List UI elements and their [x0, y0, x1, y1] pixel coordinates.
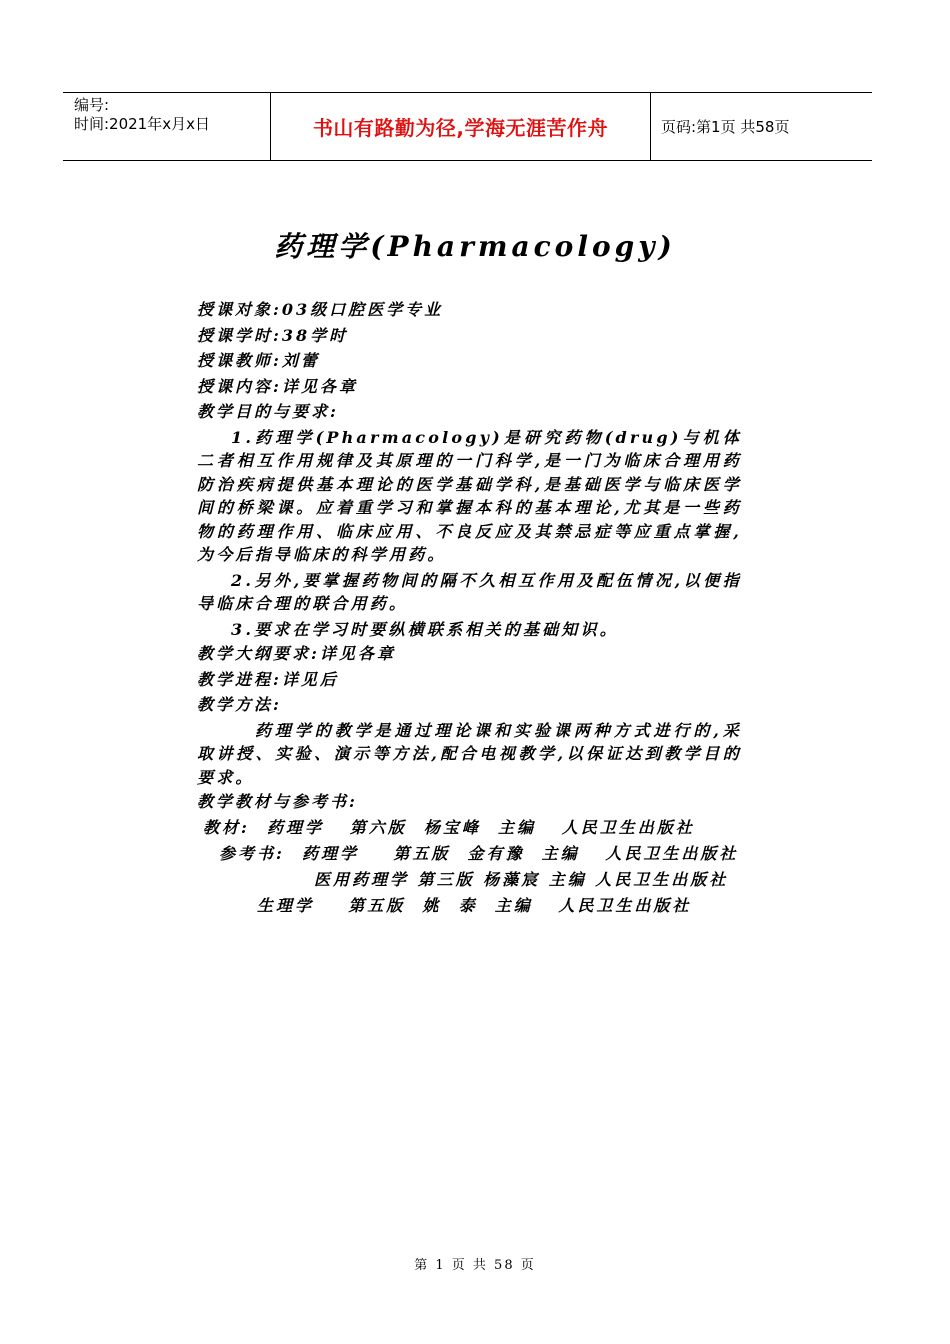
- page-info: 页码:第1页 共58页: [661, 118, 790, 136]
- header-meta: [63, 93, 270, 160]
- reference-book-2: 医用药理学 第三版 杨藻宸 主编 人民卫生出版社: [314, 869, 729, 889]
- teacher-line: 授课教师:刘蕾: [197, 351, 320, 370]
- page-header: [63, 92, 872, 161]
- goal-paragraph-3: 3.要求在学习时要纵横联系相关的基础知识。: [231, 619, 619, 639]
- header-motto-cell: [270, 93, 651, 160]
- reference-book-1: 参考书: 药理学 第五版 金有豫 主编 人民卫生出版社: [219, 843, 739, 863]
- page-footer: 第 1 页 共 58 页: [414, 1258, 536, 1273]
- header-page-info: [651, 93, 872, 160]
- number-label: 编号:: [74, 96, 110, 114]
- content-line: 授课内容:详见各章: [197, 376, 358, 396]
- textbook-line: 教材: 药理学 第六版 杨宝峰 主编 人民卫生出版社: [203, 817, 695, 837]
- progress-line: 教学进程:详见后: [197, 669, 339, 689]
- method-heading: 教学方法:: [197, 695, 282, 714]
- hours-line: 授课学时:38学时: [197, 325, 349, 345]
- outline-line: 教学大纲要求:详见各章: [197, 644, 396, 663]
- time-label: 时间:2021年x月x日: [74, 115, 210, 133]
- reference-book-3: 生理学 第五版 姚 泰 主编 人民卫生出版社: [257, 895, 692, 915]
- document-body: [197, 297, 742, 919]
- document-title: 药理学(Pharmacology): [274, 230, 676, 263]
- goals-heading: 教学目的与要求:: [197, 402, 339, 421]
- goal-paragraph-1: 1.药理学(Pharmacology)是研究药物(drug)与机体二者相互作用规律及其原理的一门科学,是一门为临床合理用药防治疾病提供基本理论的医学基础学科,是基础医学与临床医学间的桥梁课。应着重学习和掌握本科的基本理论,尤其是一些药物的药理作用、临床应用、不良反应及其禁忌症等应重点掌握,为今后指导临床的科学用药。: [197, 427, 742, 564]
- audience-line: 授课对象:03级口腔医学专业: [197, 300, 444, 319]
- goal-paragraph-2: 2.另外,要掌握药物间的隔不久相互作用及配伍情况,以便指导临床合理的联合用药。: [197, 570, 742, 613]
- motto: 书山有路勤为径,学海无涯苦作舟: [312, 116, 609, 140]
- method-paragraph: 药理学的教学是通过理论课和实验课两种方式进行的,采取讲授、实验、演示等方法,配合电视教学,以保证达到教学目的要求。: [197, 720, 742, 787]
- books-heading: 教学教材与参考书:: [197, 792, 358, 811]
